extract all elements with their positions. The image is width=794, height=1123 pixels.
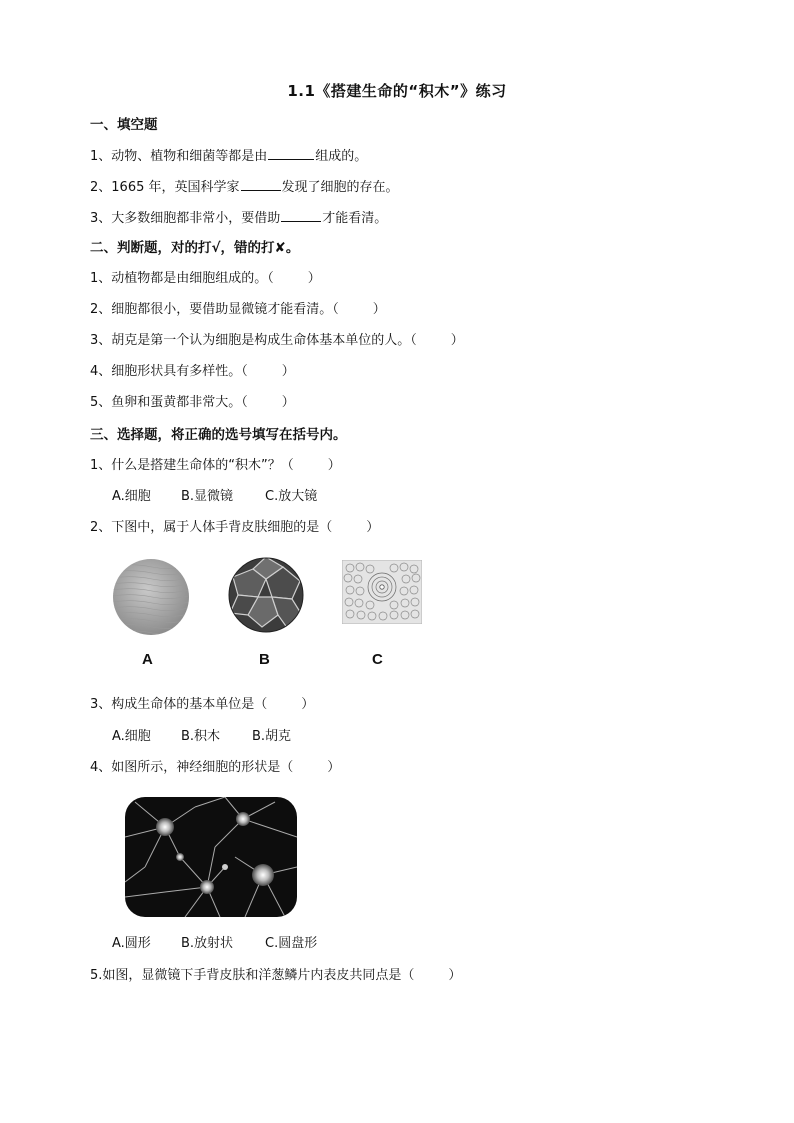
fill-question-2-text-end: 发现了细胞的存在。 xyxy=(281,180,399,195)
choice-1-option-c: C.放大镜 xyxy=(265,489,318,504)
choice-question-4 xyxy=(90,759,340,777)
choice-question-5 xyxy=(90,967,461,985)
judge-question-4 xyxy=(90,363,295,381)
judge-question-1 xyxy=(90,270,321,288)
choice-question-3-text: 3、构成生命体的基本单位是（ xyxy=(90,697,268,712)
close-paren: ） xyxy=(281,364,295,379)
choice-question-3 xyxy=(90,696,314,714)
judge-question-3 xyxy=(90,332,464,350)
section-choice-heading: 三、选择题，将正确的选号填写在括号内。 xyxy=(90,427,347,443)
answer-blank[interactable] xyxy=(268,146,314,160)
answer-blank[interactable] xyxy=(281,208,321,222)
judge-question-5 xyxy=(90,394,295,412)
figure-label-b: B xyxy=(259,651,270,668)
choice-question-4-text: 4、如图所示，神经细胞的形状是（ xyxy=(90,760,294,775)
judge-question-2 xyxy=(90,301,386,319)
fill-question-2 xyxy=(90,177,399,197)
choice-3-option-a: A.细胞 xyxy=(112,729,151,744)
close-paren: ） xyxy=(327,458,341,473)
judge-question-2-text: 2、细胞都很小，要借助显微镜才能看清。（ xyxy=(90,302,339,317)
fill-question-3 xyxy=(90,208,387,228)
close-paren: ） xyxy=(281,395,295,410)
choice-3-option-c: B.胡克 xyxy=(252,729,292,744)
section-fill-heading: 一、填空题 xyxy=(90,117,158,133)
choice-4-option-b: B.放射状 xyxy=(181,936,234,951)
choice-question-5-text: 5.如图，显微镜下手背皮肤和洋葱鳞片内表皮共同点是（ xyxy=(90,968,415,983)
choice-1-option-a: A.细胞 xyxy=(112,489,151,504)
page-title: 1.1《搭建生命的“积木”》练习 xyxy=(287,82,507,100)
close-paren: ） xyxy=(307,271,321,286)
close-paren: ） xyxy=(372,302,386,317)
judge-question-3-text: 3、胡克是第一个认为细胞是构成生命体基本单位的人。（ xyxy=(90,333,417,348)
close-paren: ） xyxy=(327,760,341,775)
fill-question-2-text: 2、1665 年，英国科学家 xyxy=(90,180,240,195)
close-paren: ） xyxy=(301,697,315,712)
fill-question-1-text: 1、动物、植物和细菌等都是由 xyxy=(90,149,268,164)
choice-3-option-b: B.积木 xyxy=(181,729,221,744)
choice-question-2 xyxy=(90,519,379,537)
cell-image-a xyxy=(112,558,190,636)
close-paren: ） xyxy=(450,333,464,348)
judge-question-4-text: 4、细胞形状具有多样性。（ xyxy=(90,364,248,379)
choice-question-2-text: 2、下图中，属于人体手背皮肤细胞的是（ xyxy=(90,520,333,535)
choice-question-1-text: 1、什么是搭建生命体的“积木”？（ xyxy=(90,458,294,473)
fill-question-1 xyxy=(90,146,367,166)
answer-blank[interactable] xyxy=(241,177,281,191)
fill-question-3-text: 3、大多数细胞都非常小，要借助 xyxy=(90,211,281,226)
fill-question-3-text-end: 才能看清。 xyxy=(322,211,388,226)
choice-question-1 xyxy=(90,457,341,475)
choice-1-option-b: B.显微镜 xyxy=(181,489,234,504)
judge-question-5-text: 5、鱼卵和蛋黄都非常大。（ xyxy=(90,395,248,410)
figure-label-a: A xyxy=(142,651,153,668)
cell-image-b xyxy=(228,557,304,633)
choice-4-option-c: C.圆盘形 xyxy=(265,936,318,951)
fill-question-1-text-end: 组成的。 xyxy=(315,149,368,164)
section-judge-heading: 二、判断题，对的打√，错的打✘。 xyxy=(90,240,300,256)
choice-4-option-a: A.圆形 xyxy=(112,936,151,951)
close-paren: ） xyxy=(366,520,380,535)
figure-label-c: C xyxy=(372,651,383,668)
close-paren: ） xyxy=(448,968,462,983)
neuron-image xyxy=(125,797,297,917)
judge-question-1-text: 1、动植物都是由细胞组成的。（ xyxy=(90,271,274,286)
cell-image-c xyxy=(342,560,422,624)
